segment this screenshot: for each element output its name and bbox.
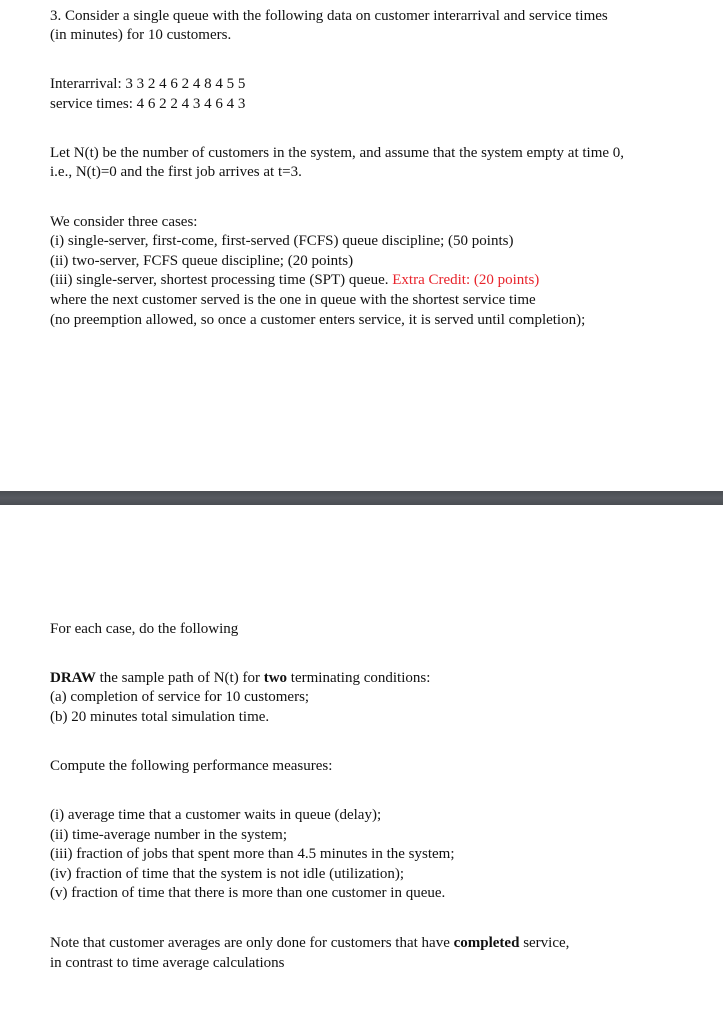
compute-heading: Compute the following performance measures: xyxy=(50,758,333,774)
measure-5: (v) fraction of time that there is more than one customer in queue. xyxy=(50,885,446,901)
service-times: service times: 4 6 2 2 4 3 4 6 4 3 xyxy=(50,96,246,112)
question-intro-line2: (in minutes) for 10 customers. xyxy=(50,27,232,43)
note-line2: in contrast to time average calculations xyxy=(50,955,285,971)
measure-2: (ii) time-average number in the system; xyxy=(50,827,288,843)
nt-definition-line2: i.e., N(t)=0 and the first job arrives at t=3. xyxy=(50,164,302,180)
draw-end-text: terminating conditions: xyxy=(287,670,431,686)
nt-definition-line1: Let N(t) be the number of customers in the system, and assume that the system empty at time 0, xyxy=(50,145,625,161)
measure-1: (i) average time that a customer waits in queue (delay); xyxy=(50,807,382,823)
case-1: (i) single-server, first-come, first-served (FCFS) queue discipline; (50 points) xyxy=(50,233,514,249)
question-intro-line1: 3. Consider a single queue with the following data on customer interarrival and service times xyxy=(50,8,608,24)
condition-a: (a) completion of service for 10 customers; xyxy=(50,689,310,705)
for-each-case: For each case, do the following xyxy=(50,621,239,637)
draw-mid-text: the sample path of N(t) for xyxy=(95,670,264,686)
case-3-line2: where the next customer served is the one in queue with the shortest service time xyxy=(50,292,536,308)
measure-3: (iii) fraction of jobs that spent more than 4.5 minutes in the system; xyxy=(50,846,455,862)
note-line1 xyxy=(50,934,569,953)
condition-b: (b) 20 minutes total simulation time. xyxy=(50,709,270,725)
measure-4: (iv) fraction of time that the system is not idle (utilization); xyxy=(50,866,405,882)
draw-instruction xyxy=(50,669,430,688)
page-divider xyxy=(0,491,723,505)
draw-keyword: DRAW xyxy=(50,670,96,686)
case-3-line3: (no preemption allowed, so once a customer enters service, it is served until completion); xyxy=(50,312,586,328)
note-start: Note that customer averages are only done for customers that have xyxy=(50,935,454,951)
note-end: service, xyxy=(519,935,570,951)
completed-keyword: completed xyxy=(453,935,520,951)
interarrival-times: Interarrival: 3 3 2 4 6 2 4 8 4 5 5 xyxy=(50,76,246,92)
case-3 xyxy=(50,271,539,290)
cases-intro: We consider three cases: xyxy=(50,214,198,230)
case-2: (ii) two-server, FCFS queue discipline; (20 points) xyxy=(50,253,354,269)
extra-credit-label: Extra Credit: (20 points) xyxy=(392,272,540,288)
two-keyword: two xyxy=(263,670,288,686)
case-3-text: (iii) single-server, shortest processing time (SPT) queue. xyxy=(50,272,393,288)
